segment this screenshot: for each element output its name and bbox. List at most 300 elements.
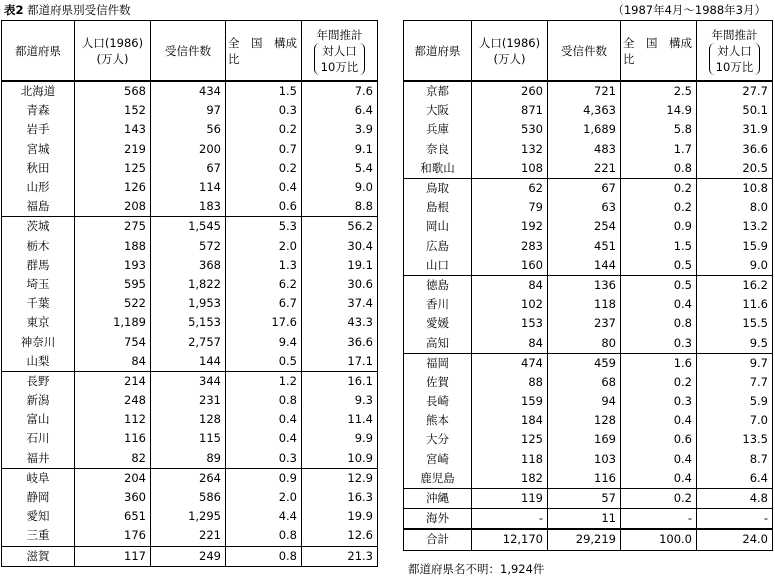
population-cell: 595 (75, 275, 151, 294)
population-cell: 754 (75, 332, 151, 351)
table-row (404, 450, 773, 469)
share-cell: 0.2 (226, 159, 302, 178)
population-cell: 118 (472, 450, 548, 469)
header-row (404, 21, 773, 82)
header-share: 全 国 構成 比 (226, 21, 302, 82)
count-cell: 103 (548, 450, 621, 469)
annual-cell: 24.0 (697, 529, 773, 550)
pref-cell: 香川 (404, 295, 472, 314)
annual-cell: 7.0 (697, 411, 773, 430)
count-cell: 97 (151, 101, 226, 120)
header-population: 人口(1986) (万人) (75, 21, 151, 82)
annual-cell: 50.1 (697, 101, 773, 120)
population-cell: 214 (75, 371, 151, 391)
population-cell: 125 (75, 159, 151, 178)
pref-cell: 熊本 (404, 411, 472, 430)
share-cell: 2.5 (621, 81, 697, 101)
annual-cell: 9.3 (302, 391, 378, 410)
pref-cell: 徳島 (404, 275, 472, 295)
table-row (2, 449, 378, 469)
count-cell: 572 (151, 237, 226, 256)
share-cell: 1.5 (226, 81, 302, 101)
share-cell: 0.9 (226, 468, 302, 488)
annual-cell: 10.9 (302, 449, 378, 469)
table-row (404, 237, 773, 256)
table-row (404, 120, 773, 139)
table-row (2, 488, 378, 507)
pref-cell: 宮城 (2, 140, 75, 159)
population-cell: 176 (75, 526, 151, 546)
table-row (2, 237, 378, 256)
pref-cell: 高知 (404, 333, 472, 353)
table-row (404, 256, 773, 276)
count-cell: 451 (548, 237, 621, 256)
pref-cell: 滋賀 (2, 546, 75, 566)
share-cell: 0.4 (621, 469, 697, 489)
table-row (2, 159, 378, 178)
pref-cell: 広島 (404, 237, 472, 256)
table-row (2, 217, 378, 237)
count-cell: 483 (548, 140, 621, 159)
pref-cell: 北海道 (2, 81, 75, 101)
annual-cell: 7.6 (302, 81, 378, 101)
annual-cell: 19.1 (302, 256, 378, 275)
population-cell: 248 (75, 391, 151, 410)
share-cell: 0.5 (621, 256, 697, 276)
annual-cell: 36.6 (697, 140, 773, 159)
table-row (404, 509, 773, 530)
population-cell: 184 (472, 411, 548, 430)
share-cell: 0.4 (226, 178, 302, 197)
count-cell: 114 (151, 178, 226, 197)
pref-cell: 栃木 (2, 237, 75, 256)
population-cell: 188 (75, 237, 151, 256)
annual-cell: 16.1 (302, 371, 378, 391)
pref-cell: 岐阜 (2, 468, 75, 488)
table-row (404, 353, 773, 373)
pref-cell: 宮崎 (404, 450, 472, 469)
population-cell: 193 (75, 256, 151, 275)
count-cell: 29,219 (548, 529, 621, 550)
share-cell: 0.8 (226, 546, 302, 566)
share-cell: 0.3 (621, 333, 697, 353)
share-cell: 1.6 (621, 353, 697, 373)
share-cell: 0.4 (621, 295, 697, 314)
pref-cell: 福井 (2, 449, 75, 469)
table-row (404, 81, 773, 101)
share-cell: 0.4 (621, 411, 697, 430)
table-row (404, 469, 773, 489)
annual-cell: 30.6 (302, 275, 378, 294)
annual-cell: 8.7 (697, 450, 773, 469)
annual-cell: 12.9 (302, 468, 378, 488)
population-cell: 102 (472, 295, 548, 314)
count-cell: 721 (548, 81, 621, 101)
pref-cell: 大分 (404, 430, 472, 449)
pref-cell: 佐賀 (404, 373, 472, 392)
count-cell: 115 (151, 429, 226, 448)
population-cell: 568 (75, 81, 151, 101)
annual-cell: 17.1 (302, 352, 378, 372)
header-row (2, 21, 378, 82)
share-cell: 0.2 (621, 198, 697, 217)
population-cell: 360 (75, 488, 151, 507)
table-row (2, 468, 378, 488)
annual-cell: 9.1 (302, 140, 378, 159)
annual-cell: 13.2 (697, 217, 773, 236)
count-cell: 89 (151, 449, 226, 469)
count-cell: 254 (548, 217, 621, 236)
table-row (2, 178, 378, 197)
share-cell: - (621, 509, 697, 530)
annual-cell: 11.6 (697, 295, 773, 314)
pref-cell: 新潟 (2, 391, 75, 410)
pref-cell: 海外 (404, 509, 472, 530)
pref-cell: 秋田 (2, 159, 75, 178)
count-cell: 368 (151, 256, 226, 275)
count-cell: 459 (548, 353, 621, 373)
count-cell: 5,153 (151, 313, 226, 332)
population-cell: 260 (472, 81, 548, 101)
pref-cell: 京都 (404, 81, 472, 101)
annual-cell: 9.0 (302, 178, 378, 197)
population-cell: 82 (75, 449, 151, 469)
count-cell: 56 (151, 120, 226, 139)
share-cell: 2.0 (226, 237, 302, 256)
pref-cell: 山形 (2, 178, 75, 197)
population-cell: 275 (75, 217, 151, 237)
share-cell: 4.4 (226, 507, 302, 526)
count-cell: 128 (151, 410, 226, 429)
count-cell: 264 (151, 468, 226, 488)
pref-cell: 神奈川 (2, 332, 75, 351)
share-cell: 0.3 (226, 101, 302, 120)
header-count: 受信件数 (151, 21, 226, 82)
annual-cell: 37.4 (302, 294, 378, 313)
share-cell: 1.3 (226, 256, 302, 275)
share-cell: 0.8 (226, 391, 302, 410)
population-cell: 522 (75, 294, 151, 313)
annual-cell: 7.7 (697, 373, 773, 392)
pref-cell: 福島 (2, 197, 75, 217)
count-cell: 249 (151, 546, 226, 566)
count-cell: 11 (548, 509, 621, 530)
pref-cell: 合計 (404, 529, 472, 550)
table-row (404, 314, 773, 333)
annual-cell: - (697, 509, 773, 530)
population-cell: 12,170 (472, 529, 548, 550)
table-row (404, 217, 773, 236)
count-cell: 118 (548, 295, 621, 314)
table-row (404, 178, 773, 198)
unknown-prefecture-note: 都道府県名不明：1,924件 (408, 562, 545, 576)
table-row (404, 198, 773, 217)
share-cell: 100.0 (621, 529, 697, 550)
count-cell: 116 (548, 469, 621, 489)
count-cell: 67 (151, 159, 226, 178)
population-cell: 84 (75, 352, 151, 372)
header-population: 人口(1986) (万人) (472, 21, 548, 82)
header-annual: 年間推計 対人口 10万比 (697, 21, 773, 82)
share-cell: 0.2 (226, 120, 302, 139)
count-cell: 344 (151, 371, 226, 391)
population-cell: 108 (472, 159, 548, 179)
share-cell: 0.2 (621, 488, 697, 508)
share-cell: 0.3 (226, 449, 302, 469)
population-cell: 204 (75, 468, 151, 488)
population-cell: 871 (472, 101, 548, 120)
pref-cell: 茨城 (2, 217, 75, 237)
count-cell: 136 (548, 275, 621, 295)
annual-cell: 9.7 (697, 353, 773, 373)
annual-cell: 5.4 (302, 159, 378, 178)
annual-cell: 12.6 (302, 526, 378, 546)
pref-cell: 三重 (2, 526, 75, 546)
share-cell: 2.0 (226, 488, 302, 507)
count-cell: 221 (548, 159, 621, 179)
count-cell: 1,689 (548, 120, 621, 139)
table-row (2, 81, 378, 101)
population-cell: 208 (75, 197, 151, 217)
count-cell: 63 (548, 198, 621, 217)
pref-cell: 静岡 (2, 488, 75, 507)
table-number: 表2 (4, 3, 24, 17)
table-row (404, 295, 773, 314)
count-cell: 221 (151, 526, 226, 546)
population-cell: 1,189 (75, 313, 151, 332)
annual-cell: 21.3 (302, 546, 378, 566)
share-cell: 0.2 (621, 373, 697, 392)
pref-cell: 千葉 (2, 294, 75, 313)
annual-cell: 13.5 (697, 430, 773, 449)
pref-cell: 長崎 (404, 392, 472, 411)
table-row (404, 488, 773, 508)
pref-cell: 青森 (2, 101, 75, 120)
prefecture-table-left (1, 20, 378, 567)
share-cell: 0.9 (621, 217, 697, 236)
pref-cell: 福岡 (404, 353, 472, 373)
pref-cell: 東京 (2, 313, 75, 332)
table-row (2, 332, 378, 351)
population-cell: 79 (472, 198, 548, 217)
population-cell: 88 (472, 373, 548, 392)
count-cell: 144 (548, 256, 621, 276)
share-cell: 0.5 (226, 352, 302, 372)
annual-cell: 27.7 (697, 81, 773, 101)
table-row (2, 546, 378, 566)
population-cell: 160 (472, 256, 548, 276)
table-title-text: 都道府県別受信件数 (27, 3, 131, 17)
pref-cell: 兵庫 (404, 120, 472, 139)
count-cell: 231 (151, 391, 226, 410)
share-cell: 5.3 (226, 217, 302, 237)
pref-cell: 岡山 (404, 217, 472, 236)
annual-cell: 36.6 (302, 332, 378, 351)
share-cell: 6.2 (226, 275, 302, 294)
count-cell: 1,822 (151, 275, 226, 294)
share-cell: 0.6 (621, 430, 697, 449)
annual-cell: 15.5 (697, 314, 773, 333)
annual-cell: 43.3 (302, 313, 378, 332)
population-cell: 84 (472, 333, 548, 353)
table-row (404, 373, 773, 392)
count-cell: 94 (548, 392, 621, 411)
table-row (2, 294, 378, 313)
annual-cell: 16.2 (697, 275, 773, 295)
header-prefecture: 都道府県 (2, 21, 75, 82)
annual-cell: 16.3 (302, 488, 378, 507)
pref-cell: 愛媛 (404, 314, 472, 333)
pref-cell: 山口 (404, 256, 472, 276)
table-row (2, 371, 378, 391)
population-cell: 126 (75, 178, 151, 197)
share-cell: 6.7 (226, 294, 302, 313)
share-cell: 0.4 (621, 450, 697, 469)
population-cell: 116 (75, 429, 151, 448)
header-count: 受信件数 (548, 21, 621, 82)
pref-cell: 奈良 (404, 140, 472, 159)
annual-cell: 15.9 (697, 237, 773, 256)
table-row (2, 140, 378, 159)
annual-cell: 8.8 (302, 197, 378, 217)
count-cell: 2,757 (151, 332, 226, 351)
table-row (2, 352, 378, 372)
count-cell: 128 (548, 411, 621, 430)
pref-cell: 島根 (404, 198, 472, 217)
annual-cell: 5.9 (697, 392, 773, 411)
population-cell: 62 (472, 178, 548, 198)
count-cell: 200 (151, 140, 226, 159)
annual-cell: 3.9 (302, 120, 378, 139)
count-cell: 237 (548, 314, 621, 333)
count-cell: 80 (548, 333, 621, 353)
table-row (404, 140, 773, 159)
table-row (404, 275, 773, 295)
count-cell: 67 (548, 178, 621, 198)
count-cell: 1,953 (151, 294, 226, 313)
share-cell: 0.4 (226, 410, 302, 429)
annual-cell: 9.5 (697, 333, 773, 353)
count-cell: 68 (548, 373, 621, 392)
table-row (404, 101, 773, 120)
count-cell: 434 (151, 81, 226, 101)
annual-cell: 6.4 (302, 101, 378, 120)
share-cell: 0.2 (621, 178, 697, 198)
table-row (2, 120, 378, 139)
annual-cell: 9.9 (302, 429, 378, 448)
table-row (2, 410, 378, 429)
table-row (404, 430, 773, 449)
table-row (404, 333, 773, 353)
table-row (404, 529, 773, 550)
pref-cell: 岩手 (2, 120, 75, 139)
share-cell: 5.8 (621, 120, 697, 139)
table-row (2, 526, 378, 546)
pref-cell: 長野 (2, 371, 75, 391)
pref-cell: 山梨 (2, 352, 75, 372)
table-row (404, 392, 773, 411)
pref-cell: 鹿児島 (404, 469, 472, 489)
population-cell: 159 (472, 392, 548, 411)
pref-cell: 大阪 (404, 101, 472, 120)
share-cell: 14.9 (621, 101, 697, 120)
table-row (2, 507, 378, 526)
annual-cell: 9.0 (697, 256, 773, 276)
pref-cell: 石川 (2, 429, 75, 448)
share-cell: 1.2 (226, 371, 302, 391)
annual-cell: 4.8 (697, 488, 773, 508)
count-cell: 57 (548, 488, 621, 508)
share-cell: 17.6 (226, 313, 302, 332)
share-cell: 1.5 (621, 237, 697, 256)
pref-cell: 埼玉 (2, 275, 75, 294)
count-cell: 169 (548, 430, 621, 449)
population-cell: 84 (472, 275, 548, 295)
count-cell: 1,295 (151, 507, 226, 526)
population-cell: 651 (75, 507, 151, 526)
share-cell: 0.3 (621, 392, 697, 411)
population-cell: 112 (75, 410, 151, 429)
table-row (2, 275, 378, 294)
header-annual: 年間推計 対人口 10万比 (302, 21, 378, 82)
table-row (2, 101, 378, 120)
annual-cell: 10.8 (697, 178, 773, 198)
annual-cell: 11.4 (302, 410, 378, 429)
population-cell: 182 (472, 469, 548, 489)
share-cell: 0.8 (226, 526, 302, 546)
population-cell: 125 (472, 430, 548, 449)
share-cell: 0.8 (621, 314, 697, 333)
count-cell: 4,363 (548, 101, 621, 120)
table-row (2, 197, 378, 217)
population-cell: 143 (75, 120, 151, 139)
population-cell: 117 (75, 546, 151, 566)
population-cell: 530 (472, 120, 548, 139)
table-row (2, 429, 378, 448)
share-cell: 1.7 (621, 140, 697, 159)
count-cell: 183 (151, 197, 226, 217)
share-cell: 0.5 (621, 275, 697, 295)
pref-cell: 愛知 (2, 507, 75, 526)
population-cell: 474 (472, 353, 548, 373)
prefecture-table-right (403, 20, 773, 551)
header-prefecture: 都道府県 (404, 21, 472, 82)
population-cell: - (472, 509, 548, 530)
population-cell: 152 (75, 101, 151, 120)
pref-cell: 和歌山 (404, 159, 472, 179)
period-range: （1987年4月～1988年3月） (612, 3, 766, 17)
population-cell: 219 (75, 140, 151, 159)
share-cell: 0.6 (226, 197, 302, 217)
annual-cell: 8.0 (697, 198, 773, 217)
count-cell: 1,545 (151, 217, 226, 237)
count-cell: 586 (151, 488, 226, 507)
annual-cell: 31.9 (697, 120, 773, 139)
table-row (404, 159, 773, 179)
population-cell: 132 (472, 140, 548, 159)
share-cell: 0.7 (226, 140, 302, 159)
annual-cell: 30.4 (302, 237, 378, 256)
annual-cell: 6.4 (697, 469, 773, 489)
annual-cell: 56.2 (302, 217, 378, 237)
annual-cell: 20.5 (697, 159, 773, 179)
share-cell: 0.8 (621, 159, 697, 179)
pref-cell: 群馬 (2, 256, 75, 275)
count-cell: 144 (151, 352, 226, 372)
share-cell: 9.4 (226, 332, 302, 351)
pref-cell: 沖縄 (404, 488, 472, 508)
population-cell: 153 (472, 314, 548, 333)
